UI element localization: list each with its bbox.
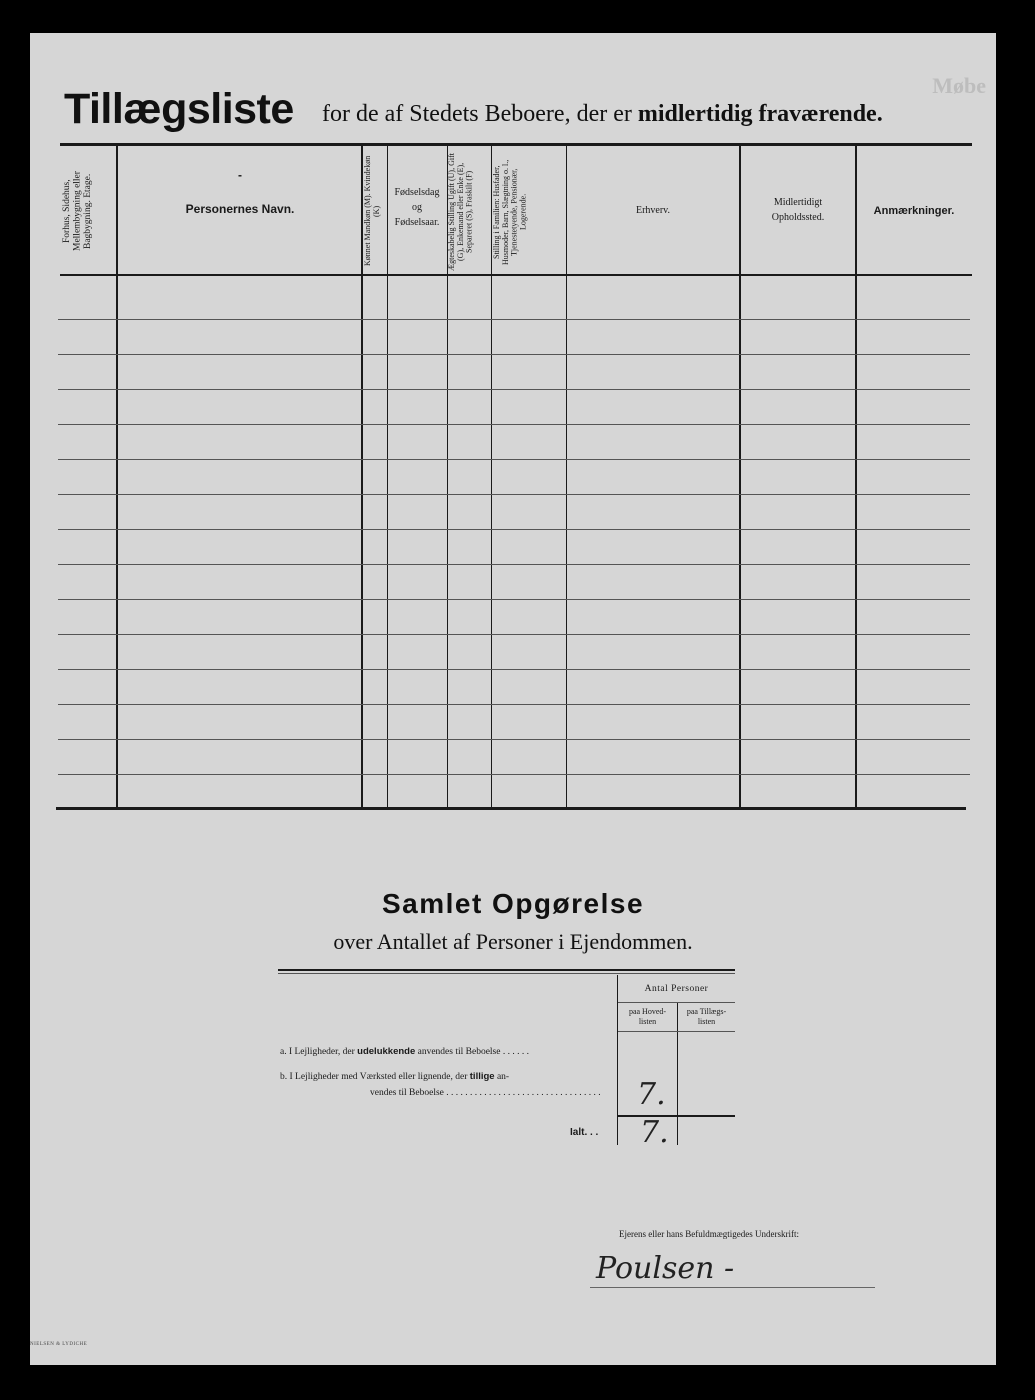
col-supp-line: listen bbox=[697, 1016, 716, 1026]
subtitle-bold: midlertidig fraværende. bbox=[637, 101, 883, 127]
total-value: 7. bbox=[640, 1115, 669, 1150]
col-divider bbox=[387, 146, 388, 808]
table-row bbox=[58, 354, 970, 355]
summary-header-rule bbox=[618, 1031, 735, 1032]
summary-total-rule bbox=[618, 1115, 735, 1117]
header-remarks: Anmærkninger. bbox=[873, 205, 955, 217]
table-row bbox=[58, 634, 970, 635]
signature-line bbox=[590, 1287, 875, 1288]
signature: Poulsen - bbox=[596, 1251, 735, 1286]
table-bottom-rule bbox=[56, 807, 966, 810]
row-b-text: b. I Lejligheder med Værksted eller lignende, der bbox=[280, 1072, 468, 1082]
table-row bbox=[58, 704, 970, 705]
table-row bbox=[58, 739, 970, 740]
table-row bbox=[58, 389, 970, 390]
printer-mark: NIELSEN & LYDICHE bbox=[30, 1342, 88, 1347]
summary-col-divider bbox=[617, 975, 618, 1145]
summary-col-main bbox=[618, 1007, 677, 1026]
header-temp-address bbox=[741, 195, 855, 225]
header-birth-line: Fødselsaar. bbox=[394, 217, 440, 228]
row-a-bold: udelukkende bbox=[357, 1046, 416, 1057]
col-divider bbox=[855, 146, 857, 808]
table-row bbox=[58, 319, 970, 320]
header-occupation: Erhverv. bbox=[635, 205, 671, 216]
title-rule bbox=[60, 143, 972, 146]
summary-top-rule bbox=[278, 969, 735, 971]
row-b-bold: tillige bbox=[469, 1071, 495, 1082]
col-main-line: paa Hoved- bbox=[628, 1007, 667, 1016]
subtitle-part: for de af Stedets Beboere, der er bbox=[322, 101, 632, 127]
col-divider bbox=[739, 146, 741, 808]
col-supp-line: paa Tillægs- bbox=[686, 1007, 727, 1016]
header-sex: Kønnet Mandkøn (M). Kvindekøn (K) bbox=[363, 155, 381, 267]
col-main-line: listen bbox=[638, 1016, 657, 1026]
summary-subtitle: over Antallet af Personer i Ejendommen. bbox=[333, 929, 693, 954]
row-a-text: anvendes til Beboelse . . . . . . bbox=[417, 1047, 529, 1057]
table-row bbox=[58, 494, 970, 495]
table-row bbox=[58, 774, 970, 775]
summary-row-a bbox=[280, 1046, 529, 1057]
table-row bbox=[58, 424, 970, 425]
summary-count-header: Antal Personer bbox=[644, 984, 709, 994]
table-row bbox=[58, 669, 970, 670]
table-row bbox=[58, 564, 970, 565]
header-name bbox=[120, 169, 360, 183]
table-row bbox=[58, 529, 970, 530]
header-temp-line: Midlertidigt bbox=[773, 197, 823, 208]
summary-top-rule-thin bbox=[278, 973, 735, 974]
header-family: Stilling i Familien: Husfader, Husmoder, Barn, Slægtning o. l., Tjenestetyende, Pensionær, Logerende. bbox=[492, 159, 528, 265]
summary-row-b bbox=[280, 1071, 509, 1082]
total-label: Ialt. . . bbox=[570, 1127, 599, 1138]
header-building: Forhus, Sidehus, Mellembygning eller Bagbygning. Etage. bbox=[62, 171, 93, 251]
row-b-value: 7. bbox=[637, 1077, 666, 1112]
header-temp-line: Opholdssted. bbox=[771, 212, 825, 223]
form-subtitle bbox=[322, 101, 883, 128]
col-divider bbox=[566, 146, 567, 808]
header-name: Personernes Navn. bbox=[185, 202, 295, 216]
row-a-text: a. I Lejligheder, der bbox=[280, 1047, 355, 1057]
table-row bbox=[58, 599, 970, 600]
form-sheet bbox=[30, 33, 996, 1365]
header-birth-line: og bbox=[412, 202, 422, 213]
header-name-mark: - bbox=[238, 168, 242, 182]
faint-corner-text: Møbe bbox=[932, 73, 986, 98]
form-title: Tillægsliste bbox=[64, 85, 294, 133]
col-divider bbox=[116, 146, 118, 808]
summary-col-supp bbox=[678, 1007, 735, 1026]
header-birth-line: Fødselsdag bbox=[394, 187, 440, 198]
signature-label: Ejerens eller hans Befuldmægtigedes Underskrift: bbox=[619, 1229, 799, 1239]
header-marital: Ægteskabelig Stilling Ugift (U), Gift (G), Enkemand eller Enke (E), Separeret (S), Fraskilt (F) bbox=[447, 153, 474, 271]
header-rule bbox=[60, 274, 972, 276]
summary-title: Samlet Opgørelse bbox=[381, 888, 645, 919]
table-row bbox=[58, 459, 970, 460]
summary-row-b-line2: vendes til Beboelse . . . . . . . . . . . . . . . . . . . . . . . . . . . . . . . . . bbox=[370, 1088, 601, 1098]
row-b-text: an- bbox=[496, 1072, 510, 1082]
header-birth bbox=[388, 185, 446, 230]
summary-count-rule bbox=[618, 1002, 735, 1003]
